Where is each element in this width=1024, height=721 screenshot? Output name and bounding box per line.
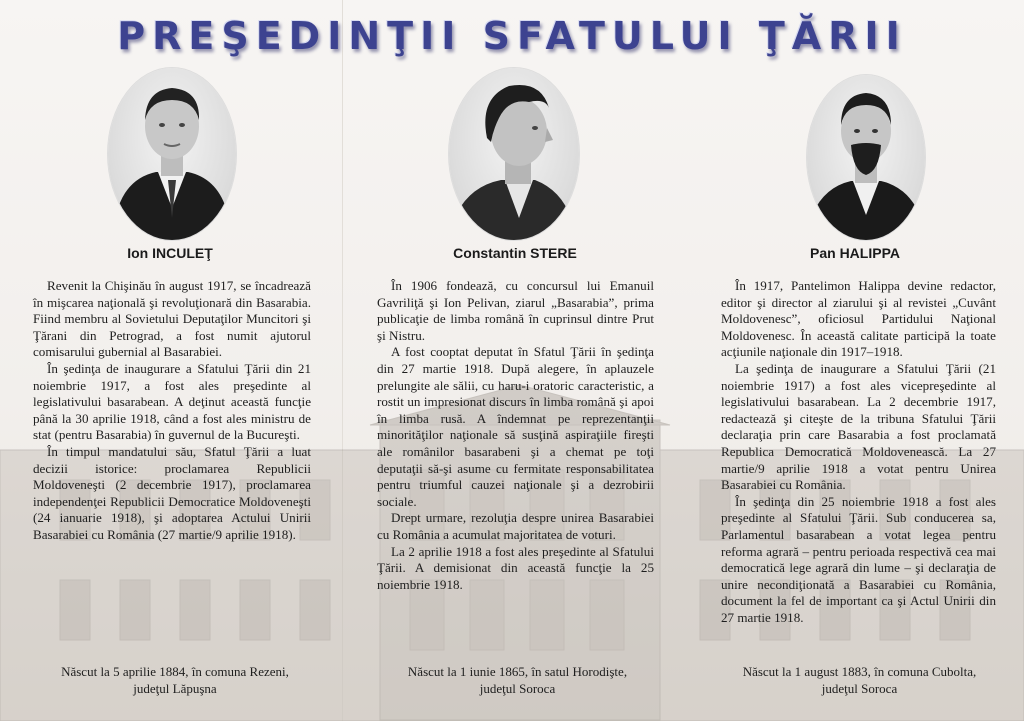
birth-info-inculet	[35, 663, 315, 697]
bio-paragraph: Revenit la Chişinău în august 1917, se încadrează în mişcarea naţională şi revoluţionară din Basarabia. Fiind membru al Sovietului Deputaţilor Muncitori şi Ţărani din Petrograd, a fost numit ajutorul comisarului gubernial al Basarabiei.	[33, 278, 311, 360]
bio-paragraph: La şedinţa de inaugurare a Sfatului Ţării (21 noiembrie 1917) a fost ales vicepreşedinte al legislativului basarabean. La 2 decembrie 1917, redactează şi citeşte de la tribuna Sfatului Ţării declaraţia prin care Basarabia a fost proclamată Republica Democratică Moldovenească. La 27 martie/9 aprilie 1918 a votat pentru Unirea Basarabiei cu România.	[721, 360, 996, 493]
man-profile-portrait-icon	[449, 68, 579, 240]
biography-halippa	[721, 278, 996, 626]
person-name-inculet: Ion INCULEŢ	[127, 245, 213, 261]
birth-line: judeţul Soroca	[479, 681, 556, 696]
portrait-ion-inculet	[108, 68, 236, 240]
birth-line: judeţul Soroca	[821, 681, 898, 696]
man-bearded-portrait-icon	[807, 75, 925, 240]
person-name-stere: Constantin STERE	[453, 245, 577, 261]
person-name-halippa: Pan HALIPPA	[810, 245, 900, 261]
portrait-constantin-stere	[449, 68, 579, 240]
bio-paragraph: Drept urmare, rezoluţia despre unirea Basarabiei cu România a acumulat majoritatea de voturi.	[377, 510, 654, 542]
biography-inculet	[33, 278, 311, 544]
biography-stere	[377, 278, 654, 593]
bio-paragraph: A fost cooptat deputat în Sfatul Ţării în şedinţa din 27 martie 1918. După alegere, în aplauzele prelungite ale sălii, cu haru-i oratoric caracteristic, a rostit un impresionat discurs în limba română şi apoi în limba rusă. A îndemnat pe reprezentanţii minorităţilor naţionale să susţină aspiraţiile fireşti ale românilor basarabeni şi a chemat pe toţi deputaţii să-şi asume cu fermitate responsabilitatea pentru triumful cauzei naţionale şi a dezrobirii sociale.	[377, 344, 654, 509]
birth-line: Născut la 1 august 1883, în comuna Cubolta,	[742, 664, 977, 679]
man-portrait-icon	[108, 68, 236, 240]
bio-paragraph: În şedinţa din 25 noiembrie 1918 a fost ales preşedinte al Sfatului Ţării. Sub conducerea sa, Parlamentul basarabean a votat legea pentru reforma agrară – pentru perioada respectivă cea mai democratică lege agrară din lume – şi declaraţia de unire necondiţionată a Basarabiei cu România, document la fel de important ca şi Actul Unirii din 27 martie 1918.	[721, 493, 996, 625]
birth-line: Născut la 1 iunie 1865, în satul Horodişte,	[407, 664, 628, 679]
birth-info-halippa	[722, 663, 997, 697]
bio-paragraph: În 1906 fondează, cu concursul lui Emanuil Gavriliţă şi Ion Pelivan, ziarul „Basarabia”, prima publicaţie de limba română în cuprinsul dintre Prut şi Nistru.	[377, 278, 654, 343]
bio-paragraph: La 2 aprilie 1918 a fost ales preşedinte al Sfatului Ţării. A demisionat din această funcţie la 25 noiembrie 1918.	[377, 543, 654, 592]
birth-info-stere	[380, 663, 655, 697]
birth-line: Născut la 5 aprilie 1884, în comuna Rezeni,	[61, 664, 289, 679]
birth-line: judeţul Lăpuşna	[133, 681, 217, 696]
bio-paragraph: În şedinţa de inaugurare a Sfatului Ţării din 21 noiembrie 1917, a fost ales preşedinte al legislativului basarabean. A deţinut această funcţie până la 30 aprilie 1918, când a fost ales ministru de stat (pentru Basarabia) în guvernul de la Bucureşti.	[33, 360, 311, 443]
bio-paragraph: În 1917, Pantelimon Halippa devine redactor, editor şi director al ziarului şi al revistei „Cuvânt Moldovenesc”, oficiosul Partidului Naţional Moldovenesc. În această calitate participă la toate acţiunile naţionale din 1917–1918.	[721, 278, 996, 360]
portrait-pan-halippa	[807, 75, 925, 240]
page-title: PREŞEDINŢII SFATULUI ŢĂRII	[117, 14, 907, 58]
bio-paragraph: În timpul mandatului său, Sfatul Ţării a luat decizii istorice: proclamarea Republicii Moldoveneşti (2 decembrie 1917), proclamarea independenţei Republicii Democratice Moldoveneşti (24 ianuarie 1918), şi adoptarea Actului Unirii Basarabiei cu România (27 martie/9 aprilie 1918).	[33, 443, 311, 542]
